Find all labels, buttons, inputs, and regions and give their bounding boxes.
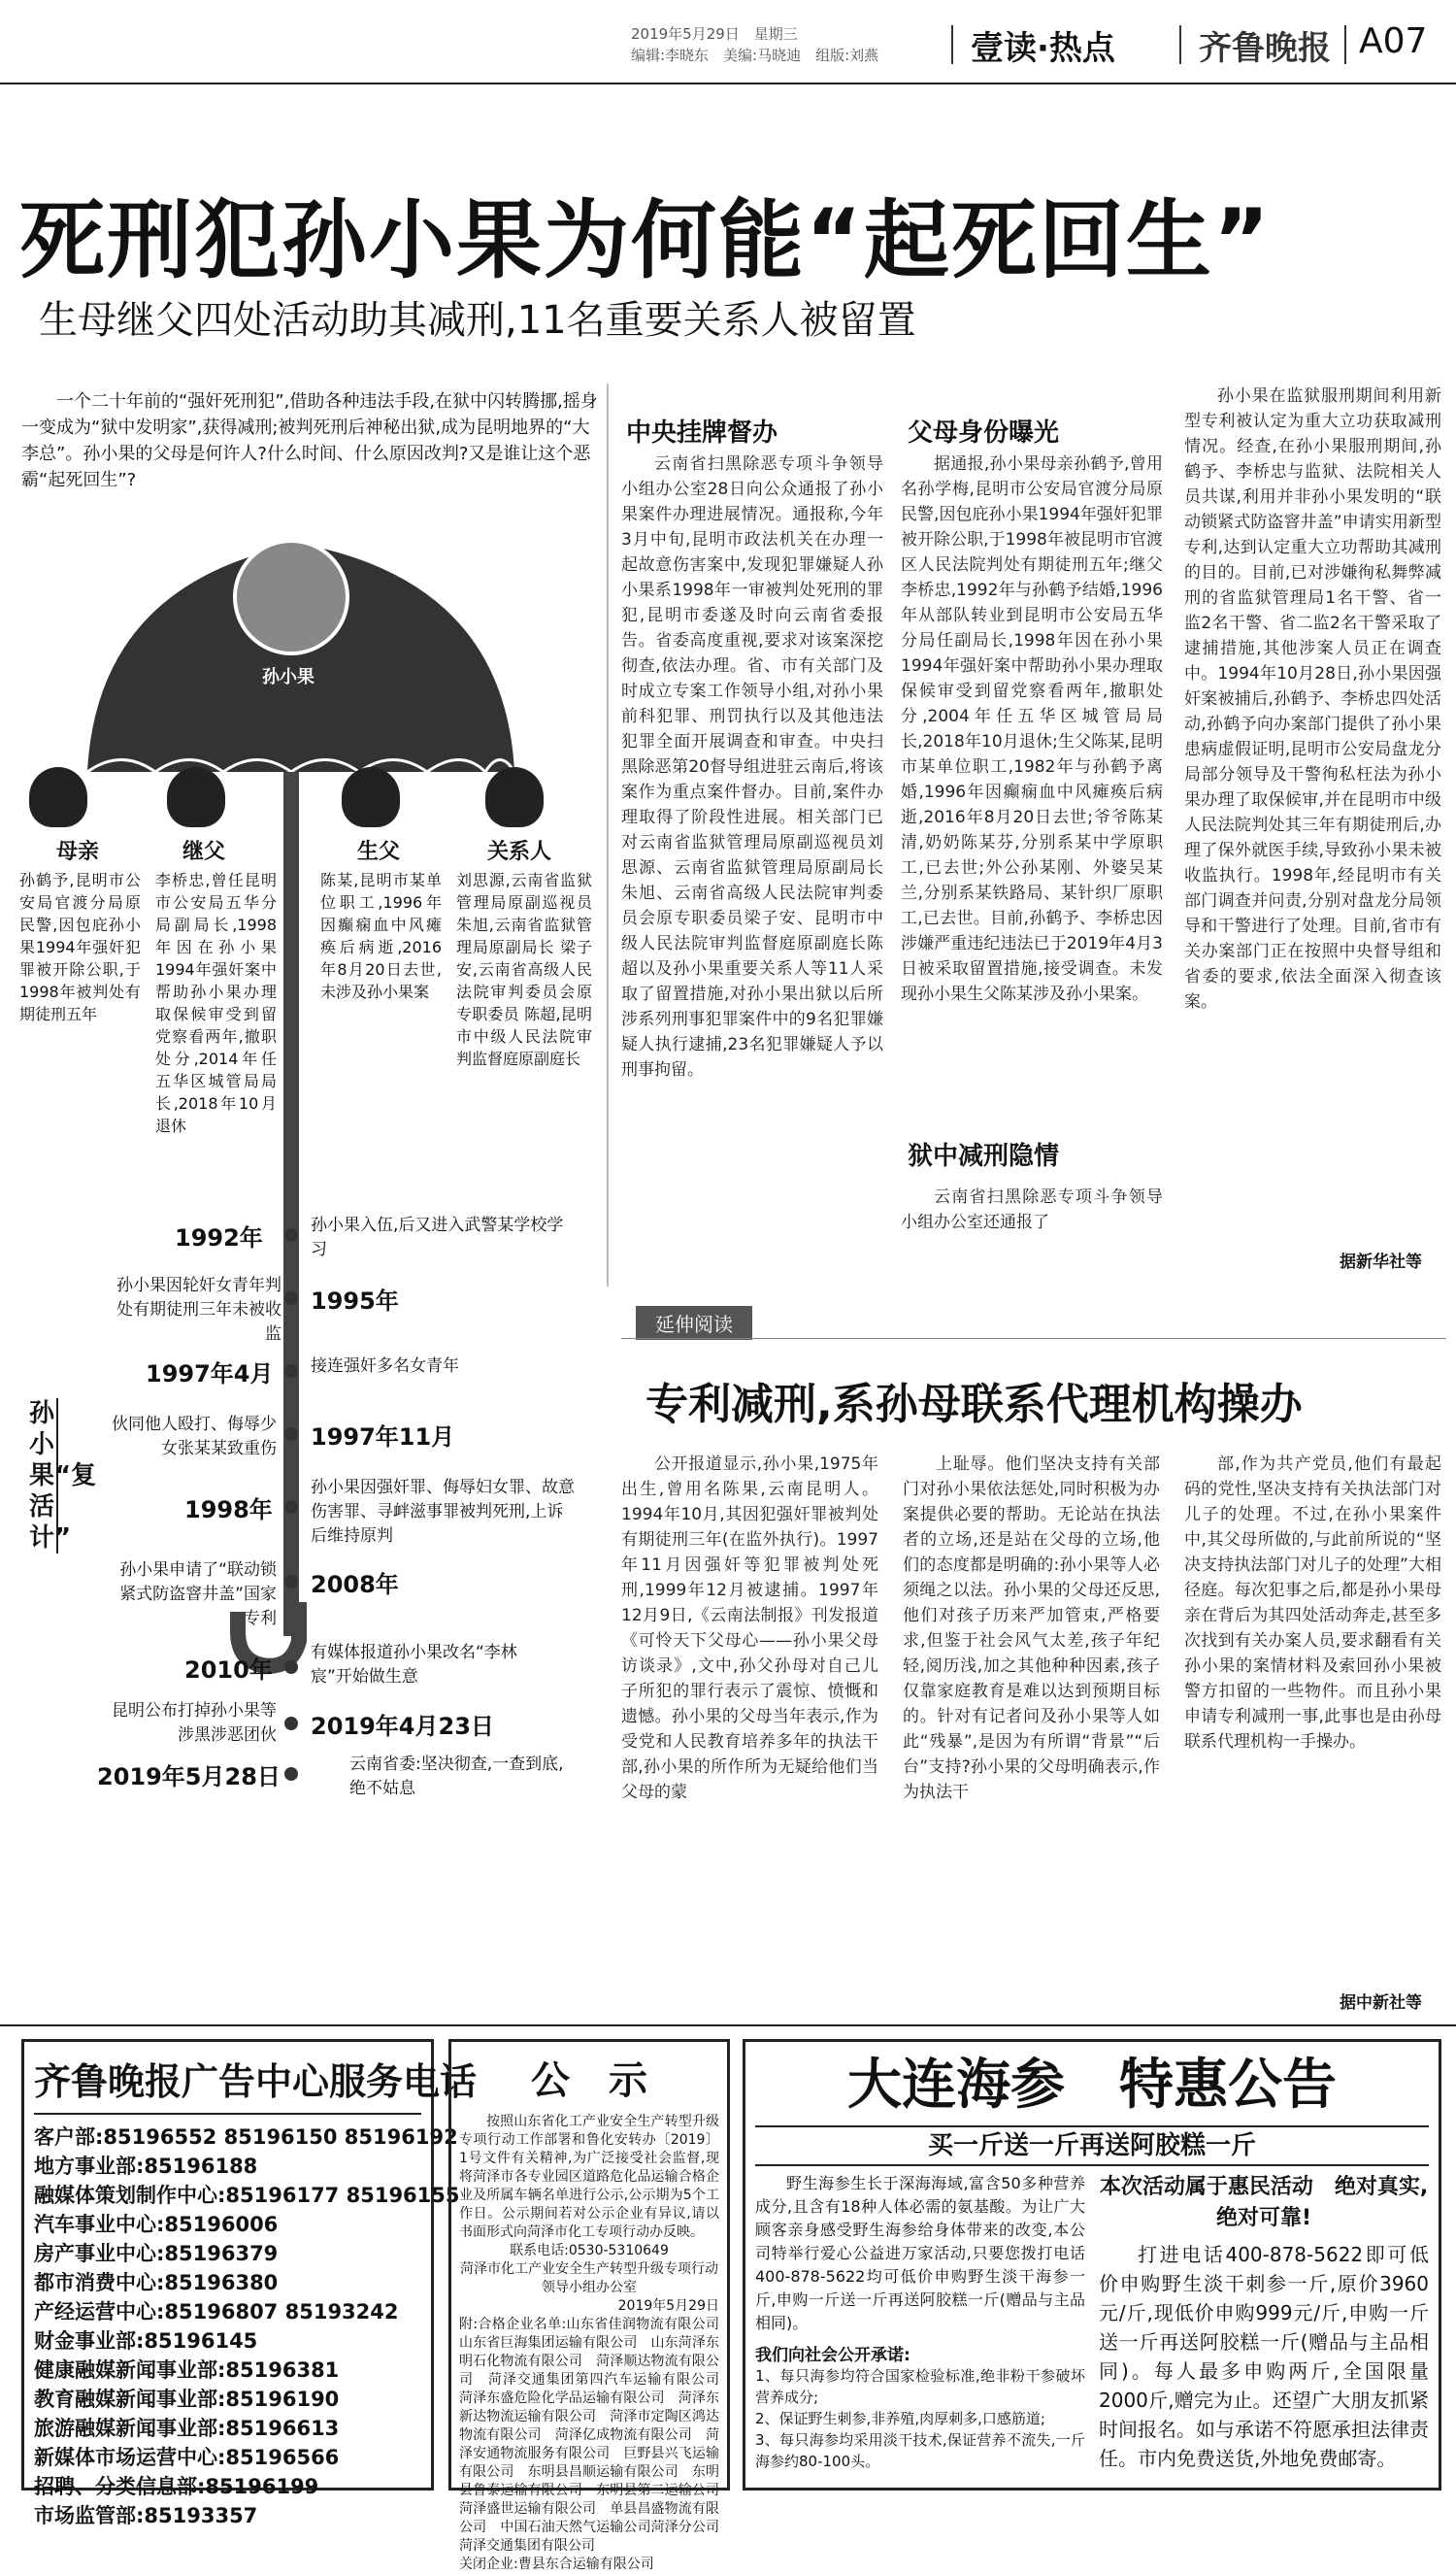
ad-service-line: 客户部:85196552 85196150 85196192: [34, 2125, 458, 2149]
timeline-event: 孙小果因强奸罪、侮辱妇女罪、故意伤害罪、寻衅滋事罪被判死刑,上诉后维持原判: [311, 1478, 575, 1546]
timeline-event: 孙小果因轮奸女青年判处有期徒刑三年未被收监: [116, 1276, 281, 1344]
timeline-event: 有媒体报道孙小果改名“李林宸”开始做生意: [311, 1643, 517, 1687]
source-credit: 据新华社等: [1340, 1253, 1422, 1272]
subhead-supervision: 中央挂牌督办: [626, 418, 778, 448]
article-text: 部,作为共产党员,他们有最起码的党性,坚决支持有关执法部门对儿子的处理。不过,在孙小果案件中,其父母所做的,与此前所说的“坚决支持执法部门对儿子的处理”大相径庭。每次犯事之后,都是孙小果母亲在背后为其四处活动奔走,甚至多次找到有关办案人员,要求翻看有关孙小果的案情材料及索回孙小果被警方扣留的一些物件。而且孙小果申请专利减刑一事,此事也是由孙母联系代理机构一手操办。: [1184, 1454, 1441, 1752]
timeline-dot: [284, 1228, 298, 1242]
article-column: [901, 451, 1163, 1121]
father-profile: 陈某,昆明市某单位职工,1996年因癫痫血中风瘫痪后病逝,2016年8月20日去世,未涉及孙小果案: [320, 871, 442, 1001]
timeline-side-label: 孙小果“复活计”: [29, 1399, 97, 1553]
ad-service-line: 都市消费中心:85196380: [34, 2271, 279, 2294]
portrait-photo: [233, 539, 349, 655]
timeline-event: 昆明公布打掉孙小果等涉黑涉恶团伙: [112, 1701, 277, 1745]
source-credit: 据中新社等: [1340, 1993, 1422, 2013]
editor-credits: 编辑:李晓东 美编:马晓迪 组版:刘燕: [631, 47, 879, 64]
timeline-dot: [284, 1767, 298, 1781]
promise-item: 3、每只海参均采用淡干技术,保证营养不流失,一斤海参约80-100头。: [755, 2431, 1085, 2470]
further-reading-tag: 延伸阅读: [636, 1306, 752, 1340]
subhead-parents: 父母身份曝光: [908, 418, 1060, 448]
article-column: [621, 451, 883, 1267]
timeline-dot: [284, 1500, 298, 1514]
ad-service-line: 房产事业中心:85196379: [34, 2242, 279, 2265]
mother-profile: 孙鹤予,昆明市公安局官渡分局原民警,因包庇孙小果1994年强奸犯罪被开除公职,于1998年被判处有期徒刑五年: [19, 871, 141, 1023]
article-column: [621, 1452, 878, 2005]
timeline-event: 孙小果入伍,后又进入武警某学校学习: [311, 1216, 564, 1259]
headline: 死刑犯孙小果为何能“起死回生”: [19, 190, 1272, 290]
subhead-sentence-reduction: 狱中减刑隐情: [908, 1142, 1060, 1171]
stepfather-label: 继父: [182, 840, 225, 864]
lead-paragraph: 一个二十年前的“强奸死刑犯”,借助各种违法手段,在狱中闪转腾挪,摇身一变成为“狱中发明家”,获得减刑;被判死刑后神秘出狱,成为昆明地界的“大李总”。孙小果的父母是何许人?什么时间、什么原因改判?又是谁让这个恶霸“起死回生”?: [21, 391, 598, 490]
ad-notice-box: [448, 2039, 733, 2572]
promise-title: 我们向社会公开承诺:: [755, 2346, 910, 2365]
person-silhouette-icon: [342, 767, 400, 827]
ad-rule: [0, 2024, 1456, 2026]
page-number: A07: [1359, 21, 1428, 61]
timeline-year: 1995年: [311, 1287, 399, 1315]
notice-body: 按照山东省化工产业安全生产转型升级专项行动工作部署和鲁化安转办〔2019〕1号文件有关精神,为广泛接受社会监督,现将菏泽市各专业园区道路危化品运输合格企业及所属车辆名单进行公示,公示期为5个工作日。公示期间若对公示企业有异议,请以书面形式向菏泽市化工专项行动办反映。: [459, 2114, 719, 2240]
timeline-year: 1997年11月: [311, 1423, 455, 1451]
article-text: 据通报,孙小果母亲孙鹤予,曾用名孙学梅,昆明市公安局官渡分局原民警,因包庇孙小果1994年强奸犯罪被开除公职,于1998年被昆明市官渡区人民法院判处有期徒刑五年;继父李桥忠,1992年与孙鹤予结婚,1996年从部队转业到昆明市公安局五华分局任副局长,1998年因在孙小果1994年强奸案中帮助孙小果办理取保候审受到留党察看两年,撤职处分,2004年任五华区城管局局长,2018年10月退休;生父陈某,昆明市某单位职工,1982年与孙鹤予离婚,1996年因癫痫血中风瘫痪后病逝,2016年8月20日去世;爷爷陈某清,奶奶陈某芬,分别系某中学原职工,已去世;外公孙某刚、外婆吴某兰,分别系某铁路局、某针织厂原职工,已去世。目前,孙鹤予、李桥忠因涉嫌严重违纪违法已于2019年4月3日被采取留置措施,接受调查。未发现孙小果生父陈某涉及孙小果案。: [901, 454, 1163, 1004]
person-silhouette-icon: [29, 767, 87, 827]
section-name: 壹读·热点: [971, 29, 1115, 68]
timeline-event: 接连强奸多名女青年: [311, 1356, 459, 1376]
notice-org: 菏泽市化工产业安全生产转型升级专项行动领导小组办公室: [460, 2261, 718, 2295]
seacucumber-title: 大连海参 特惠公告: [847, 2054, 1337, 2117]
timeline-year: 2019年4月23日: [311, 1713, 494, 1740]
issue-date: 2019年5月29日 星期三: [631, 25, 798, 43]
divider: [951, 25, 953, 64]
ad-service-line: 产经运营中心:85196807 85193242: [34, 2300, 399, 2323]
notice-footer: 关闭企业:曹县东合运输有限公司: [459, 2557, 654, 2572]
ad-service-line: 旅游融媒新闻事业部:85196613: [34, 2417, 340, 2440]
divider: [1344, 25, 1346, 64]
promo-headline: 本次活动属于惠民活动 绝对真实,绝对可靠!: [1099, 2175, 1429, 2230]
stepfather-profile: 李桥忠,曾任昆明市公安局五华分局副局长,1998年因在孙小果1994年强奸案中帮助孙小果办理取保候审受到留党察看两年,撤职处分,2014年任五华区城管局局长,2018年10月退休: [155, 871, 277, 1135]
article-column: [1184, 384, 1441, 1238]
notice-title: 公 示: [531, 2058, 647, 2103]
article-column: [1184, 1452, 1441, 1937]
article-column: [901, 1185, 1163, 1282]
timeline-dot: [284, 1717, 298, 1730]
person-silhouette-icon: [485, 767, 544, 827]
seacucumber-banner: 买一斤送一斤再送阿胶糕一斤: [755, 2125, 1429, 2166]
ad-service-box: [21, 2039, 478, 2527]
promise-item: 1、每只海参均符合国家检验标准,绝非粉干参破坏营养成分;: [755, 2367, 1085, 2406]
timeline-dot: [284, 1427, 298, 1441]
rule: [621, 1338, 1446, 1339]
father-label: 生父: [356, 840, 400, 864]
further-reading-title: 专利减刑,系孙母联系代理机构操办: [645, 1380, 1303, 1429]
article-text: 公开报道显示,孙小果,1975年出生,曾用名陈果,云南昆明人。1994年10月,其因犯强奸罪被判处有期徒刑三年(在监外执行)。1997年11月因强奸等犯罪被判处死刑,1999年12月被逮捕。1997年12月9日,《云南法制报》刊发报道《可怜天下父母心——孙小果父母访谈录》,文中,孙父孙母对自己儿子所犯的罪行表示了震惊、愤慨和遗憾。孙小果的父母当年表示,作为受党和人民教育培养多年的执法干部,孙小果的所作所为无疑给他们当父母的蒙: [621, 1454, 878, 1802]
timeline-event: 孙小果申请了“联动锁紧式防盗窨井盖”国家专利: [119, 1560, 277, 1628]
ad-seacucumber-box: [743, 2039, 1441, 2490]
ad-service-line: 汽车事业中心:85196006: [34, 2213, 279, 2236]
ad-service-line: 招聘、分类信息部:85196199: [34, 2475, 319, 2498]
timeline-year: 2019年5月28日: [97, 1763, 281, 1790]
timeline-dot: [284, 1291, 298, 1305]
newspaper-logo: 齐鲁晚报: [1199, 29, 1331, 68]
timeline-event: 伙同他人殴打、侮辱少女张某某致重伤: [112, 1415, 277, 1458]
ad-service-line: 教育融媒新闻事业部:85196190: [34, 2388, 340, 2411]
divider: [1179, 25, 1181, 64]
promise-item: 2、保证野生刺参,非养殖,肉厚刺多,口感筋道;: [755, 2410, 1045, 2427]
subheadline: 生母继父四处活动助其减刑,11名重要关系人被留置: [39, 298, 916, 343]
person-silhouette-icon: [167, 767, 225, 827]
ad-service-line: 融媒体策划制作中心:85196177 85196155: [34, 2184, 460, 2207]
seacucumber-intro: 野生海参生长于深海海域,富含50多种营养成分,且含有18种人体必需的氨基酸。为让广大顾客亲身感受野生海参给身体带来的改变,本公司特举行爱心公益进万家活动,只要您拨打电话400-878-5622均可低价申购野生淡干海参一斤,申购一斤送一斤再送阿胶糕一斤(赠品与主品相同)。: [755, 2174, 1085, 2332]
timeline-dot: [284, 1575, 298, 1588]
article-column: [903, 1452, 1160, 2005]
ad-service-line: 地方事业部:85196188: [34, 2155, 258, 2178]
notice-contact: 联系电话:0530-5310649: [510, 2243, 669, 2258]
associates-label: 关系人: [486, 840, 551, 864]
article-text: 上耻辱。他们坚决支持有关部门对孙小果依法惩处,同时积极为办案提供必要的帮助。无论站在执法者的立场,还是站在父母的立场,他们的态度都是明确的:孙小果等人必须绳之以法。孙小果的父母还反思,他们对孩子历来严加管束,严格要求,但鉴于社会风气太差,孩子年纪轻,阅历浅,加之其他种种因素,孩子仅靠家庭教育是难以达到预期目标的。针对有记者问及孙小果等人如此“残暴”,是因为有所谓“背景”“后台”支持?孙小果的父母明确表示,作为执法干: [903, 1454, 1160, 1802]
mother-label: 母亲: [55, 840, 99, 864]
ad-service-line: 新媒体市场运营中心:85196566: [34, 2446, 340, 2469]
timeline-year: 1997年4月: [146, 1360, 274, 1387]
promo-details: 打进电话400-878-5622即可低价申购野生淡干刺参一斤,原价3960元/斤,现低价申购999元/斤,申购一斤送一斤再送阿胶糕一斤(赠品与主品相同)。每人最多申购两斤,全国限量2000斤,赠完为止。还望广大朋友抓紧时间报名。如与承诺不符愿承担法律责任。市内免费送货,外地免费邮寄。: [1099, 2243, 1429, 2470]
notice-list: 附:合格企业名单:山东省佳润物流有限公司 山东省巨海集团运输有限公司 山东菏泽东明石化物流有限公司 菏泽顺达物流有限公司 菏泽交通集团第四汽车运输有限公司 菏泽东盛危险化学品运输有限公司 菏泽东新达物流运输有限公司 菏泽市定陶区鸿达物流有限公司 菏泽亿成物流有限公司 菏泽安通物流服务有限公司 巨野县兴飞运输有限公司 东明县昌顺运输有限公司 东明县鲁泰运输有限公司 东明县第二运输公司 菏泽盛世运输有限公司 单县昌盛物流有限公司 中国石油天然气运输公司菏泽分公司 菏泽交通集团有限公司: [459, 2317, 733, 2554]
timeline-year: 2008年: [311, 1571, 399, 1598]
portrait-name: 孙小果: [262, 667, 314, 687]
article-text: 云南省扫黑除恶专项斗争领导小组办公室28日向公众通报了孙小果案件办理进展情况。通报称,今年3月中旬,昆明市政法机关在办理一起故意伤害案中,发现犯罪嫌疑人孙小果系1998年一审被判处死刑的罪犯,昆明市委遂及时向云南省委报告。省委高度重视,要求对该案深挖彻查,依法办理。省、市有关部门及时成立专案工作领导小组,对孙小果前科犯罪、刑罚执行以及其他违法犯罪全面开展调查和审查。中央扫黑除恶第20督导组进驻云南后,将该案作为重点案件督办。目前,案件办理取得了阶段性进展。相关部门已对云南省监狱管理局原副巡视员刘思源、云南省监狱管理局原副局长朱旭、云南省高级人民法院审判委员会原专职委员梁子安、昆明市中级人民法院审判监督庭原副庭长陈超以及孙小果重要关系人等11人采取了留置措施,对孙小果出狱以后所涉系列刑事犯罪案件中的9名犯罪嫌疑人执行逮捕,23名犯罪嫌疑人予以刑事拘留。: [621, 454, 883, 1080]
timeline-year: 1992年: [175, 1224, 263, 1252]
ad-service-line: 财金事业部:85196145: [34, 2329, 258, 2353]
article-text: 孙小果在监狱服刑期间利用新型专利被认定为重大立功获取减刑情况。经查,在孙小果服刑期间,孙鹤予、李桥忠与监狱、法院相关人员共谋,利用并非孙小果发明的“联动锁紧式防盗窨井盖”申请实用新型专利,达到认定重大立功帮助其减刑的目的。目前,已对涉嫌徇私舞弊减刑的省监狱管理局1名干警、省一监2名干警、省二监2名干警采取了逮捕措施,其他涉案人员正在调查中。1994年10月28日,孙小果因强奸案被捕后,孙鹤予、李桥忠四处活动,孙鹤予向办案部门提供了孙小果患病虚假证明,昆明市公安局盘龙分局部分领导及干警徇私枉法为孙小果办理了取保候审,并在昆明市中级人民法院判处其三年有期徒刑后,办理了保外就医手续,导致孙小果未被收监执行。1998年,经昆明市有关部门调查并问责,分别对盘龙分局领导和干警进行了处理。目前,省市有关办案部门正在按照中央督导组和省委的要求,依法全面深入彻查该案。: [1184, 386, 1441, 1012]
article-text: 云南省扫黑除恶专项斗争领导小组办公室还通报了: [901, 1187, 1163, 1232]
timeline-dot: [284, 1364, 298, 1378]
notice-date: 2019年5月29日: [617, 2298, 719, 2314]
associates-profile: 刘思源,云南省监狱管理局原副巡视员 朱旭,云南省监狱管理局原副局长 梁子安,云南省高级人民法院审判委员会原专职委员 陈超,昆明市中级人民法院审判监督庭原副庭长: [456, 871, 592, 1068]
ad-service-line: 市场监管部:85193357: [34, 2504, 258, 2527]
column-rule: [607, 384, 609, 1287]
timeline-dot: [284, 1660, 298, 1674]
ad-service-line: 健康融媒新闻事业部:85196381: [34, 2358, 340, 2382]
timeline-year: 1998年: [184, 1496, 273, 1523]
header-rule: [0, 83, 1456, 84]
ad-service-title: 齐鲁晚报广告中心服务电话: [34, 2052, 421, 2115]
timeline-event: 云南省委:坚决彻查,一查到底,绝不姑息: [349, 1755, 564, 1798]
timeline-year: 2010年: [184, 1656, 273, 1684]
header-meta: [631, 23, 878, 66]
